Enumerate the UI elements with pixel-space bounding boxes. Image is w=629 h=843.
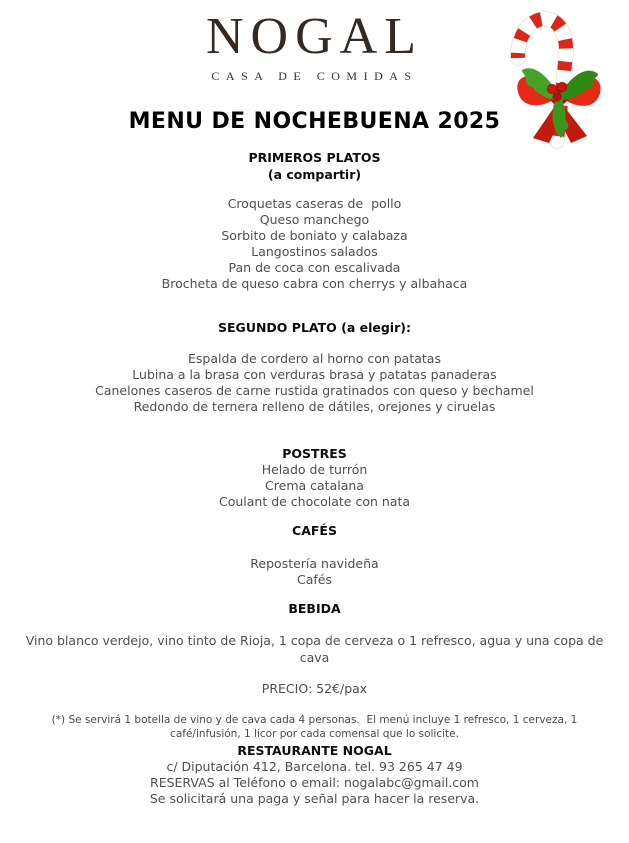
footer (0, 714, 629, 807)
footnote: (*) Se servirá 1 botella de vino y de cava cada 4 personas. El menú incluye 1 refresco, 1 cerveza, 1 café/infusión, 1 licor por cada comensal que lo solicite. (51, 714, 581, 740)
menu-item: Sorbito de boniato y calabaza (221, 228, 408, 244)
address-line: c/ Diputación 412, Barcelona. tel. 93 265 47 49 (166, 759, 463, 775)
bebida-description: Vino blanco verdejo, vino tinto de Rioja, 1 copa de cerveza o 1 refresco, agua y una copa de cava (25, 633, 604, 666)
menu-item: Cafés (297, 572, 332, 588)
menu-item: Helado de turrón (261, 462, 368, 478)
bebida-heading: BEBIDA (288, 601, 341, 617)
menu-item: Redondo de ternera relleno de dátiles, orejones y ciruelas (133, 399, 496, 415)
menu-item: Canelones caseros de carne rustida gratinados con queso y bechamel (95, 383, 534, 399)
postres-items (0, 462, 629, 510)
postres-heading: POSTRES (282, 446, 347, 462)
section-segundo-plato (0, 319, 629, 415)
menu-item: Crema catalana (265, 478, 364, 494)
section-postres (0, 445, 629, 510)
deposit-note: Se solicitará una paga y señal para hacer la reserva. (149, 791, 480, 807)
segundo-heading: SEGUNDO PLATO (a elegir): (218, 320, 411, 336)
primeros-items (0, 196, 629, 292)
menu-item: Lubina a la brasa con verduras brasa y patatas panaderas (132, 367, 497, 383)
section-bebida (0, 600, 629, 666)
menu-item: Pan de coca con escalivada (228, 260, 401, 276)
menu-title: MENU DE NOCHEBUENA 2025 (128, 109, 501, 135)
menu-item: Croquetas caseras de pollo (227, 196, 402, 212)
menu-item: Espalda de cordero al horno con patatas (188, 351, 441, 367)
cafes-heading: CAFÉS (292, 523, 337, 539)
restaurant-name: RESTAURANTE NOGAL (237, 743, 392, 759)
segundo-items (0, 351, 629, 415)
menu-item: Queso manchego (259, 212, 370, 228)
menu-body (0, 149, 629, 697)
menu-item: Coulant de chocolate con nata (218, 494, 411, 510)
candy-cane-icon (497, 8, 617, 168)
section-cafes (0, 522, 629, 588)
cafes-items (0, 556, 629, 588)
primeros-heading: PRIMEROS PLATOS (248, 150, 381, 166)
logo-tagline: CASA DE COMIDAS (211, 69, 418, 84)
menu-item: Brocheta de queso cabra con cherrys y albahaca (161, 276, 468, 292)
reservations-line: RESERVAS al Teléfono o email: nogalabc@gmail.com (150, 775, 479, 791)
price-line: PRECIO: 52€/pax (261, 681, 368, 697)
primeros-subheading: (a compartir) (267, 167, 362, 183)
menu-item: Langostinos salados (251, 244, 378, 260)
section-primeros-platos (0, 149, 629, 292)
logo-wordmark: NOGAL (206, 8, 423, 65)
menu-item: Repostería navideña (250, 556, 379, 572)
